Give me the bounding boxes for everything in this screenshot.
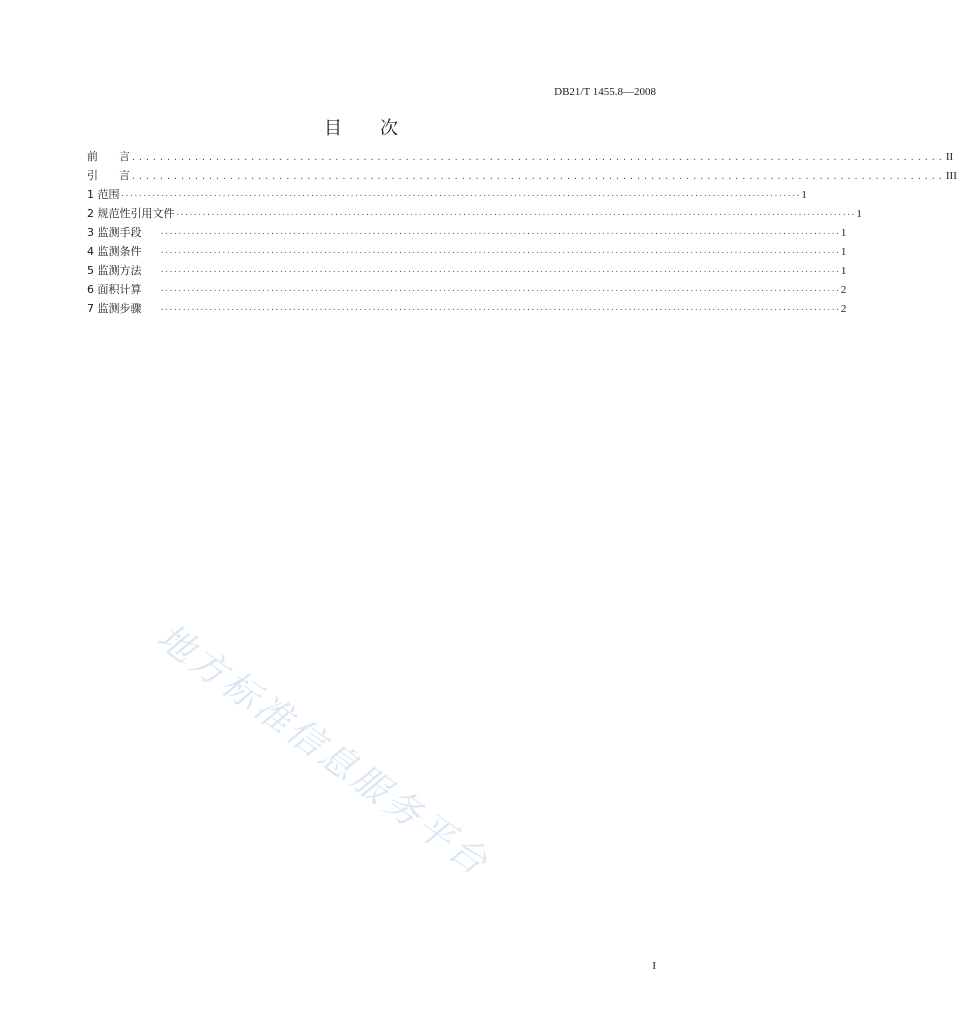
toc-entry-label: 2 规范性引用文件	[87, 207, 175, 220]
toc-entry-page: III	[945, 170, 957, 182]
toc-leader: ....................................................................................................................	[130, 172, 945, 181]
table-of-contents	[87, 148, 957, 319]
toc-entry-introduction[interactable]	[87, 167, 957, 186]
toc-entry-label: 7 监测步骤	[87, 302, 142, 315]
toc-entry-monitoring-steps[interactable]	[87, 300, 847, 319]
toc-title	[0, 114, 724, 140]
toc-leader: ··························································································································································	[160, 268, 840, 276]
toc-entry-monitoring-conditions[interactable]	[87, 243, 847, 262]
toc-entry-label: 6 面积计算	[87, 283, 142, 296]
toc-entry-page: 2	[840, 284, 847, 296]
toc-leader: ··························································································································································	[175, 211, 856, 219]
toc-leader: ··························································································································································	[160, 230, 840, 238]
toc-entry-scope[interactable]	[87, 186, 807, 205]
toc-entry-monitoring-methods[interactable]	[87, 262, 847, 281]
toc-entry-page: 1	[840, 227, 847, 239]
toc-leader: ··························································································································································	[120, 192, 801, 200]
toc-entry-label: 引 言	[87, 169, 130, 182]
toc-leader: ··························································································································································	[160, 249, 840, 257]
toc-entry-page: 1	[801, 189, 807, 201]
toc-entry-monitoring-means[interactable]	[87, 224, 847, 243]
toc-title-left: 目	[324, 118, 344, 139]
toc-entry-page: 2	[840, 303, 847, 315]
toc-entry-page: 1	[840, 265, 847, 277]
toc-entry-normative-references[interactable]	[87, 205, 862, 224]
toc-leader: ··························································································································································	[160, 306, 840, 314]
toc-entry-label: 4 监测条件	[87, 245, 142, 258]
toc-entry-label: 1 范围	[87, 188, 120, 201]
page-number: I	[652, 960, 656, 972]
toc-leader: ....................................................................................................................	[130, 153, 945, 162]
document-code: DB21/T 1455.8—2008	[554, 86, 656, 98]
toc-entry-label: 5 监测方法	[87, 264, 142, 277]
toc-entry-foreword[interactable]	[87, 148, 954, 167]
toc-entry-page: II	[945, 151, 954, 163]
toc-entry-page: 1	[840, 246, 847, 258]
toc-entry-page: 1	[856, 208, 862, 220]
toc-entry-area-calculation[interactable]	[87, 281, 847, 300]
watermark-text: 地方标准信息服务平台	[149, 616, 497, 885]
toc-entry-label: 3 监测手段	[87, 226, 142, 239]
toc-title-right: 次	[380, 118, 400, 139]
toc-entry-label: 前 言	[87, 150, 130, 163]
toc-leader: ··························································································································································	[160, 287, 840, 295]
